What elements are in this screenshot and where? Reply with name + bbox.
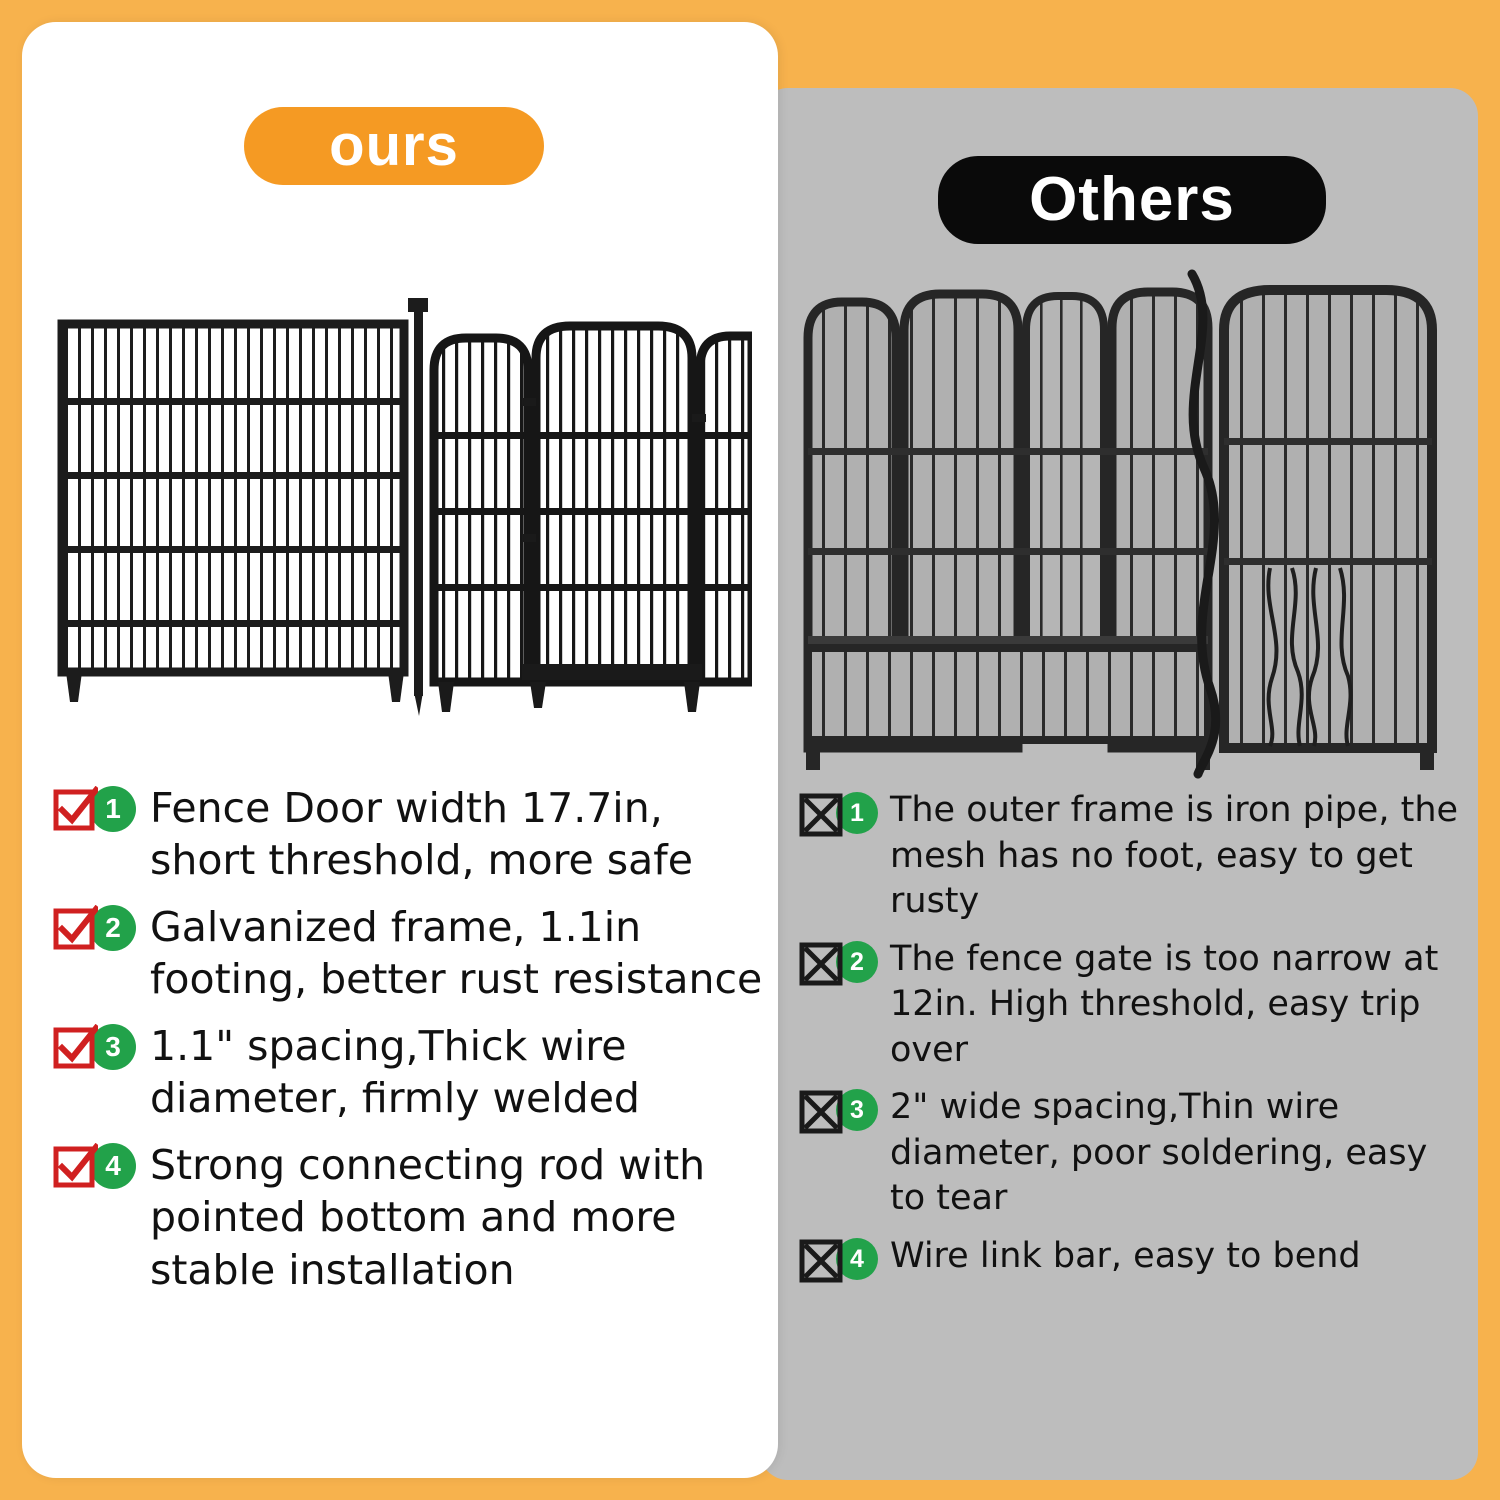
- ours-feature-item: [52, 1020, 772, 1125]
- others-feature-text: The outer frame is iron pipe, the mesh has no foot, easy to get rusty: [890, 790, 1459, 921]
- red-check-box-icon: [52, 905, 98, 951]
- black-cross-box-icon: [798, 792, 844, 838]
- others-feature-number: 4: [836, 1238, 878, 1280]
- red-check-box-icon: [52, 786, 98, 832]
- ours-feature-text: Fence Door width 17.7in, short threshold, more safe: [150, 784, 693, 885]
- others-feature-number: 2: [836, 941, 878, 983]
- ours-feature-number: 4: [90, 1143, 136, 1189]
- others-feature-list: [798, 788, 1470, 1296]
- others-fence-illustration: [800, 268, 1450, 788]
- others-feature-text: Wire link bar, easy to bend: [890, 1235, 1361, 1276]
- ours-feature-number: 2: [90, 905, 136, 951]
- ours-feature-item: [52, 1139, 772, 1296]
- others-feature-item: [798, 788, 1470, 925]
- ours-feature-text: 1.1" spacing,Thick wire diameter, firmly welded: [150, 1021, 640, 1123]
- others-feature-number: 3: [836, 1089, 878, 1131]
- others-panel: [760, 88, 1478, 1480]
- black-cross-box-icon: [798, 941, 844, 987]
- others-feature-text: 2" wide spacing,Thin wire diameter, poor soldering, easy to tear: [890, 1087, 1428, 1218]
- ours-badge: ours: [244, 107, 544, 185]
- ours-fence-illustration: [52, 272, 752, 742]
- ours-feature-item: [52, 782, 772, 887]
- ours-feature-list: [52, 782, 772, 1310]
- red-check-box-icon: [52, 1024, 98, 1070]
- ours-feature-text: Galvanized frame, 1.1in footing, better rust resistance: [150, 902, 763, 1004]
- ours-feature-item: [52, 901, 772, 1006]
- black-cross-box-icon: [798, 1089, 844, 1135]
- others-feature-number: 1: [836, 792, 878, 834]
- ours-panel: [22, 22, 778, 1478]
- ours-feature-number: 1: [90, 786, 136, 832]
- ours-feature-text: Strong connecting rod with pointed bottom and more stable installation: [150, 1140, 706, 1294]
- ours-feature-number: 3: [90, 1024, 136, 1070]
- others-feature-item: [798, 1234, 1470, 1284]
- others-badge: Others: [938, 156, 1326, 244]
- black-cross-box-icon: [798, 1238, 844, 1284]
- red-check-box-icon: [52, 1143, 98, 1189]
- others-feature-item: [798, 1085, 1470, 1222]
- others-feature-item: [798, 937, 1470, 1074]
- others-feature-text: The fence gate is too narrow at 12in. High threshold, easy trip over: [890, 938, 1439, 1070]
